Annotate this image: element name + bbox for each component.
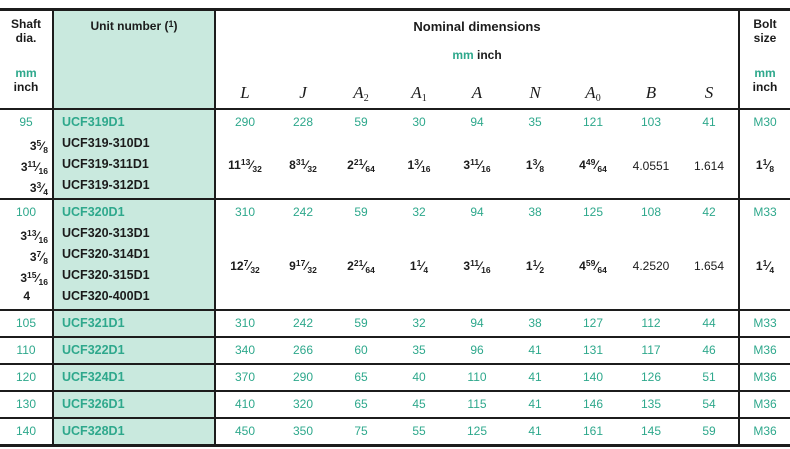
unit-number-cell [52, 419, 216, 444]
shaft-mm-value: 105 [15, 316, 37, 330]
dimension-cell [216, 200, 274, 309]
dimension-cell [390, 338, 448, 363]
shaft-inch-value [0, 286, 52, 307]
unit-number-cell [52, 311, 216, 336]
dimension-inch-wrap [680, 223, 738, 309]
table-row [0, 336, 790, 363]
dimension-cell [680, 338, 738, 363]
bolt-inch-label: inch [752, 80, 778, 94]
dimension-mm-value: 32 [412, 316, 426, 330]
dimension-mm-value: 75 [354, 424, 368, 438]
dimension-cell [390, 392, 448, 417]
dimension-cell [448, 200, 506, 309]
dimension-cell [622, 392, 680, 417]
dimension-mm-value: 38 [528, 205, 542, 219]
dimension-letter-row [216, 83, 738, 108]
dimension-inch-value: $2^{21}⁄_{64}$ [347, 257, 375, 275]
dimension-cell [332, 392, 390, 417]
dimension-cell [564, 338, 622, 363]
shaft-inch-fraction: $3^3⁄_4$ [29, 180, 48, 197]
table-row [0, 198, 790, 309]
dimension-mm-value: 55 [412, 424, 426, 438]
dimension-cell [390, 419, 448, 444]
dimension-mm-value: 35 [412, 343, 426, 357]
dim-letter: $A_2$ [353, 83, 369, 104]
dimension-inch-wrap [506, 223, 564, 309]
shaft-dia-cell [0, 311, 52, 336]
shaft-dia-title [0, 11, 52, 45]
dimension-cell [506, 200, 564, 309]
dimension-mm-value: 65 [354, 370, 368, 384]
unit-number-title [54, 11, 214, 33]
dimension-cell [564, 110, 622, 198]
dimension-mm-value: 41 [528, 424, 542, 438]
shaft-inch-fraction: $3^5⁄_8$ [29, 138, 48, 155]
dimension-mm-value: 131 [582, 343, 604, 357]
shaft-inch-fraction: $3^{15}⁄_{16}$ [20, 270, 48, 287]
unit-number: UCF320-313D1 [62, 226, 150, 240]
dimension-cell [274, 338, 332, 363]
nominal-units-label [216, 48, 738, 62]
unit-number: UCF320D1 [62, 205, 125, 219]
table-row [0, 309, 790, 336]
dimension-inch-value: 4.2520 [632, 259, 670, 273]
shaft-mm-value: 100 [15, 205, 37, 219]
bolt-mm-value: M30 [753, 115, 777, 129]
dimension-cell [622, 365, 680, 390]
shaft-mm-value: 110 [16, 343, 36, 357]
dimension-mm-value: 54 [702, 397, 716, 411]
dim-letter: A [471, 83, 483, 102]
dimension-cell [216, 110, 274, 198]
unit-number-label: Unit number [90, 19, 162, 33]
dimension-inch-wrap [332, 133, 390, 198]
dimension-mm-value: 38 [528, 316, 542, 330]
bolt-mm-value: M36 [753, 424, 777, 438]
unit-number: UCF322D1 [62, 343, 125, 357]
unit-number-cell [52, 365, 216, 390]
dimension-cell [680, 311, 738, 336]
unit-number-footnote: ($^1$) [164, 19, 178, 33]
dimension-mm-value: 350 [292, 424, 314, 438]
table-row [0, 390, 790, 417]
dimension-mm-value: 59 [354, 205, 368, 219]
dimension-cell [332, 419, 390, 444]
shaft-inch-fraction: $3^{13}⁄_{16}$ [20, 228, 48, 245]
dimension-inch-wrap [274, 223, 332, 309]
dimension-mm-value: 161 [582, 424, 604, 438]
dimension-inch-value: $4^{59}⁄_{64}$ [579, 257, 607, 275]
dimension-mm-value: 94 [470, 316, 484, 330]
table-body [0, 108, 790, 444]
table-row [0, 363, 790, 390]
dimension-mm-value: 290 [234, 115, 256, 129]
dimension-cell [622, 311, 680, 336]
bolt-mm-value: M33 [753, 205, 777, 219]
bolt-units-label [740, 66, 790, 94]
dimension-inch-wrap [332, 223, 390, 309]
dimension-mm-value: 40 [412, 370, 426, 384]
shaft-mm-value: 140 [15, 424, 37, 438]
shaft-inch-fraction: $3^{11}⁄_{16}$ [20, 159, 48, 176]
dimension-cell [390, 200, 448, 309]
bolt-size-cell [738, 338, 790, 363]
dimension-mm-value: 46 [702, 343, 716, 357]
dimension-mm-value: 94 [470, 205, 484, 219]
shaft-inch-value [0, 154, 52, 175]
dimension-cell [506, 419, 564, 444]
bolt-size-title [740, 11, 790, 45]
dimension-inch-value: $1^3⁄_8$ [525, 157, 545, 174]
dimension-cell [332, 338, 390, 363]
dimension-mm-value: 59 [702, 424, 716, 438]
shaft-dia-cell [0, 200, 52, 309]
nominal-dimensions-title: Nominal dimensions [413, 19, 541, 34]
dimension-mm-value: 59 [354, 115, 368, 129]
dimension-inch-wrap [274, 133, 332, 198]
bolt-size-cell [738, 419, 790, 444]
unit-number: UCF319-311D1 [62, 157, 149, 171]
dimension-mm-value: 103 [640, 115, 662, 129]
dimension-mm-value: 410 [234, 397, 256, 411]
shaft-dia-cell [0, 110, 52, 198]
dimension-mm-value: 310 [234, 205, 256, 219]
dimension-mm-value: 228 [292, 115, 314, 129]
dimension-cell [216, 338, 274, 363]
dimension-mm-value: 242 [292, 316, 314, 330]
dimension-cell [506, 338, 564, 363]
dimension-inch-value: $2^{21}⁄_{64}$ [347, 157, 375, 174]
dimension-mm-value: 450 [234, 424, 256, 438]
bolt-size-cell [738, 110, 790, 198]
dimension-mm-value: 44 [702, 316, 716, 330]
dimension-cell [622, 200, 680, 309]
dimension-mm-value: 340 [234, 343, 256, 357]
dimension-mm-value: 126 [640, 370, 662, 384]
dimension-mm-value: 125 [582, 205, 604, 219]
dimension-mm-value: 320 [292, 397, 314, 411]
bolt-size-cell [738, 200, 790, 309]
dimension-mm-value: 41 [528, 343, 542, 357]
nominal-inch-label: inch [477, 48, 502, 62]
dimension-mm-value: 94 [470, 115, 484, 129]
dimension-mm-value: 45 [412, 397, 426, 411]
dimension-inch-value: $1^3⁄_{16}$ [407, 157, 431, 174]
dimension-mm-value: 41 [528, 397, 542, 411]
dimension-inch-value: $1^1⁄_4$ [409, 257, 429, 275]
unit-number: UCF319D1 [62, 115, 125, 129]
dimension-mm-value: 266 [292, 343, 314, 357]
unit-number: UCF320-400D1 [62, 289, 150, 303]
dimension-cell [216, 392, 274, 417]
shaft-inch-value [0, 223, 52, 244]
dimension-inch-wrap [564, 133, 622, 198]
dimension-mm-value: 146 [582, 397, 604, 411]
dimension-cell [564, 311, 622, 336]
dimension-mm-value: 35 [528, 115, 542, 129]
dimension-inch-value: 1.614 [693, 158, 725, 173]
dimension-cell [274, 419, 332, 444]
dimension-cell [274, 392, 332, 417]
dimension-cell [506, 365, 564, 390]
dimension-cell [506, 392, 564, 417]
dimension-cell [448, 110, 506, 198]
shaft-mm-label: mm [15, 66, 37, 80]
table-header [0, 11, 790, 108]
dimension-mm-value: 51 [702, 370, 716, 384]
dimension-mm-value: 65 [354, 397, 368, 411]
dimension-mm-value: 117 [641, 343, 661, 357]
dimension-cell [680, 110, 738, 198]
dimension-mm-value: 135 [640, 397, 662, 411]
dim-letter: L [240, 83, 250, 102]
dimension-inch-wrap [622, 223, 680, 309]
dim-letter: $A_1$ [411, 83, 427, 104]
dimension-cell [448, 338, 506, 363]
dimension-cell [622, 338, 680, 363]
bolt-inch-value: $1^1⁄_8$ [755, 157, 775, 174]
shaft-inch-value [0, 133, 52, 154]
dimension-cell [216, 419, 274, 444]
bolt-mm-value: M36 [753, 343, 777, 357]
shaft-inch-value [0, 244, 52, 265]
dimension-mm-value: 310 [234, 316, 256, 330]
dimension-inch-wrap [448, 223, 506, 309]
nominal-dimensions-header [216, 11, 738, 108]
shaft-dia-line1: Shaft [11, 17, 41, 31]
dimension-cell [680, 365, 738, 390]
dimension-mm-value: 121 [582, 115, 604, 129]
dimension-cell [448, 392, 506, 417]
dimension-cell [332, 200, 390, 309]
dimension-mm-value: 125 [466, 424, 488, 438]
unit-number: UCF321D1 [62, 316, 125, 330]
bolt-mm-value: M36 [753, 370, 777, 384]
dimension-cell [274, 365, 332, 390]
bolt-mm-label: mm [754, 66, 776, 80]
dimension-cell [332, 110, 390, 198]
dimension-inch-wrap [448, 133, 506, 198]
bolt-size-cell [738, 392, 790, 417]
dimension-mm-value: 30 [412, 115, 426, 129]
shaft-inch-fraction: 4 [23, 289, 30, 303]
dimension-cell [564, 200, 622, 309]
unit-number-cell [52, 200, 216, 309]
dimension-mm-value: 127 [582, 316, 604, 330]
dimension-cell [680, 392, 738, 417]
dimension-cell [506, 110, 564, 198]
shaft-mm-value: 95 [19, 115, 33, 129]
bolt-inch-wrap [740, 223, 790, 309]
shaft-dia-cell [0, 419, 52, 444]
dimension-cell [448, 419, 506, 444]
dimension-cell [274, 311, 332, 336]
dimension-mm-value: 290 [292, 370, 314, 384]
shaft-mm-value: 120 [15, 370, 37, 384]
table-row [0, 108, 790, 198]
dimension-inch-wrap [622, 133, 680, 198]
dimension-mm-value: 108 [640, 205, 662, 219]
dimension-cell [274, 110, 332, 198]
dim-letter: $A_0$ [585, 83, 601, 104]
dimension-cell [506, 311, 564, 336]
dimension-inch-wrap [216, 133, 274, 198]
dimension-cell [448, 365, 506, 390]
dimension-cell [622, 110, 680, 198]
shaft-dia-line2: dia. [15, 31, 37, 45]
dimension-cell [564, 419, 622, 444]
dimension-inch-wrap [390, 223, 448, 309]
dim-letter: S [704, 83, 714, 102]
dimension-cell [216, 311, 274, 336]
dimension-cell [564, 392, 622, 417]
dimension-inch-value: $9^{17}⁄_{32}$ [289, 257, 317, 275]
dimension-cell [390, 365, 448, 390]
unit-number: UCF319-310D1 [62, 136, 150, 150]
dimension-inch-value: $11^{13}⁄_{32}$ [228, 157, 262, 174]
dimension-mm-value: 96 [470, 343, 484, 357]
unit-number: UCF328D1 [62, 424, 125, 438]
bearing-dimensions-table [0, 8, 790, 447]
bolt-mm-value: M36 [753, 397, 777, 411]
dimension-mm-value: 41 [702, 115, 716, 129]
bolt-size-cell [738, 311, 790, 336]
bolt-size-line2: size [753, 31, 777, 45]
dimension-cell [390, 311, 448, 336]
dimension-cell [680, 419, 738, 444]
dimension-mm-value: 59 [354, 316, 368, 330]
shaft-dia-cell [0, 338, 52, 363]
dimension-inch-value: $3^{11}⁄_{16}$ [463, 257, 491, 275]
dimension-inch-wrap [564, 223, 622, 309]
dimension-inch-value: $3^{11}⁄_{16}$ [463, 157, 491, 174]
dimension-cell [680, 200, 738, 309]
shaft-inch-value [0, 265, 52, 286]
dimension-mm-value: 370 [234, 370, 256, 384]
unit-number-header [52, 11, 216, 108]
dim-letter: N [529, 83, 541, 102]
dimension-cell [332, 311, 390, 336]
dim-letter: J [299, 83, 307, 102]
dimension-mm-value: 242 [292, 205, 314, 219]
bolt-size-line1: Bolt [753, 17, 777, 31]
unit-number: UCF320-315D1 [62, 268, 150, 282]
unit-number-cell [52, 338, 216, 363]
shaft-inch-fraction: $3^7⁄_8$ [29, 249, 48, 266]
dimension-inch-wrap [680, 133, 738, 198]
dimension-inch-wrap [216, 223, 274, 309]
unit-number: UCF320-314D1 [62, 247, 150, 261]
unit-number: UCF326D1 [62, 397, 125, 411]
table-row [0, 417, 790, 444]
shaft-dia-cell [0, 365, 52, 390]
dimension-inch-value: $1^1⁄_2$ [525, 257, 545, 275]
dimension-cell [274, 200, 332, 309]
dimension-inch-value: 1.654 [693, 259, 725, 273]
dimension-inch-value: $4^{49}⁄_{64}$ [579, 157, 607, 174]
dimension-inch-value: $12^7⁄_{32}$ [230, 257, 260, 275]
dimension-inch-wrap [390, 133, 448, 198]
dimension-mm-value: 112 [641, 316, 661, 330]
unit-number-cell [52, 392, 216, 417]
dimension-inch-wrap [506, 133, 564, 198]
shaft-dia-cell [0, 392, 52, 417]
dim-letter: B [645, 83, 657, 102]
dimension-cell [390, 110, 448, 198]
dimension-cell [448, 311, 506, 336]
dimension-mm-value: 60 [354, 343, 368, 357]
unit-number: UCF319-312D1 [62, 178, 150, 192]
dimension-cell [564, 365, 622, 390]
bolt-mm-value: M33 [753, 316, 777, 330]
dimension-mm-value: 110 [467, 370, 487, 384]
dimension-mm-value: 42 [702, 205, 716, 219]
dimension-mm-value: 140 [582, 370, 604, 384]
unit-number: UCF324D1 [62, 370, 125, 384]
dimension-inch-value: 4.0551 [632, 158, 670, 173]
dimension-mm-value: 145 [640, 424, 662, 438]
shaft-inch-label: inch [13, 80, 39, 94]
dimension-cell [622, 419, 680, 444]
nominal-mm-label: mm [452, 48, 474, 62]
dimension-mm-value: 32 [412, 205, 426, 219]
dimension-mm-value: 115 [467, 397, 487, 411]
dimension-inch-value: $8^{31}⁄_{32}$ [289, 157, 317, 174]
dimension-cell [216, 365, 274, 390]
bolt-size-header [738, 11, 790, 108]
shaft-dia-header [0, 11, 52, 108]
bolt-inch-wrap [740, 133, 790, 198]
shaft-units-label [0, 66, 52, 94]
dimension-cell [332, 365, 390, 390]
shaft-mm-value: 130 [15, 397, 37, 411]
shaft-inch-value [0, 175, 52, 196]
unit-number-cell [52, 110, 216, 198]
bolt-size-cell [738, 365, 790, 390]
bolt-inch-value: $1^1⁄_4$ [755, 257, 775, 275]
dimension-mm-value: 41 [528, 370, 542, 384]
